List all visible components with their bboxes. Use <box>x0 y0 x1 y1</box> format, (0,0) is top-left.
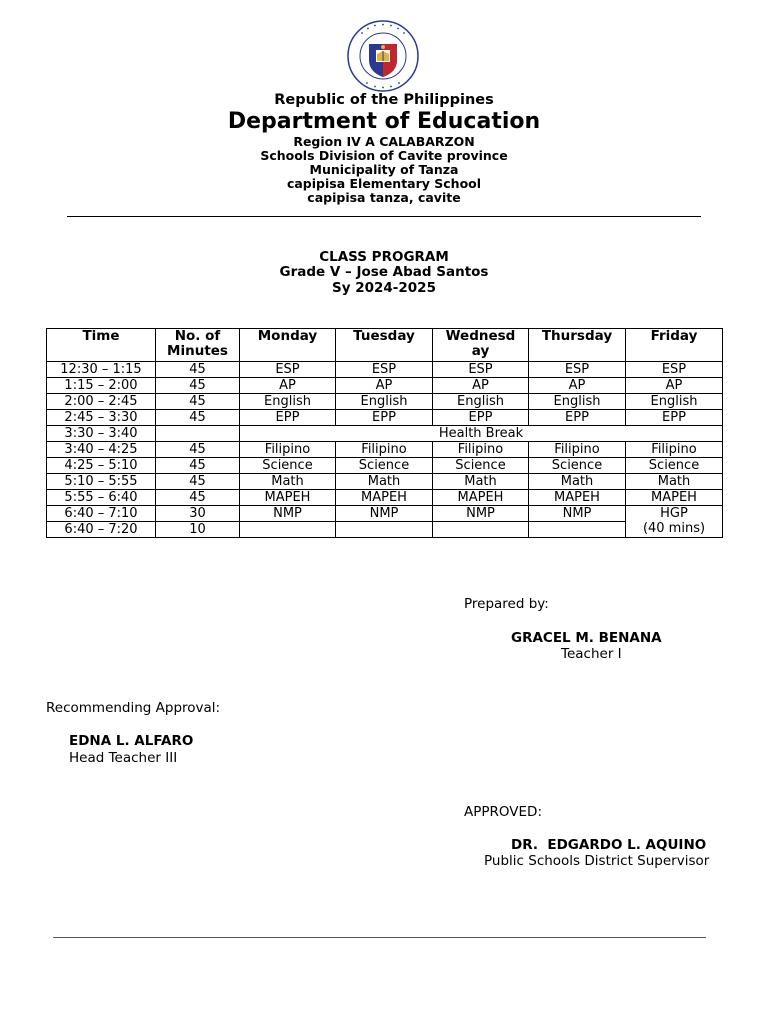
region-text: Region IV A CALABARZON <box>293 134 475 149</box>
cell-subject: Filipino <box>433 442 529 458</box>
cell-health-break: Health Break <box>240 426 723 442</box>
cell-subject: Filipino <box>336 442 433 458</box>
col-header-tuesday: Tuesday <box>336 329 433 362</box>
cell-minutes: 30 <box>156 506 240 522</box>
cell-subject: EPP <box>336 410 433 426</box>
col-header-monday: Monday <box>240 329 336 362</box>
cell-minutes: 45 <box>156 410 240 426</box>
cell-time: 1:15 – 2:00 <box>47 378 156 394</box>
cell-subject: NMP <box>433 506 529 522</box>
header-divider <box>67 216 701 217</box>
cell-subject: MAPEH <box>336 490 433 506</box>
col-header-time: Time <box>47 329 156 362</box>
prepared-by-name: GRACEL M. BENANA <box>511 630 662 646</box>
cell-subject: Math <box>626 474 723 490</box>
cell-subject: MAPEH <box>529 490 626 506</box>
approved-name: DR. EDGARDO L. AQUINO <box>511 837 707 853</box>
table-row <box>47 378 723 394</box>
cell-subject: ESP <box>626 362 723 378</box>
cell-subject <box>240 522 336 538</box>
cell-subject: Science <box>529 458 626 474</box>
cell-subject: Science <box>336 458 433 474</box>
recommending-name: EDNA L. ALFARO <box>69 733 194 749</box>
cell-time: 6:40 – 7:20 <box>47 522 156 538</box>
table-row <box>47 362 723 378</box>
cell-subject: Science <box>626 458 723 474</box>
cell-subject <box>336 522 433 538</box>
cell-subject: Math <box>336 474 433 490</box>
program-school-year: Sy 2024-2025 <box>332 280 436 296</box>
cell-minutes: 45 <box>156 394 240 410</box>
municipality-text: Municipality of Tanza <box>309 162 459 177</box>
cell-subject: AP <box>336 378 433 394</box>
cell-minutes: 45 <box>156 474 240 490</box>
cell-subject: EPP <box>529 410 626 426</box>
table-header-row <box>47 329 723 362</box>
prepared-by-title: Teacher I <box>561 646 622 662</box>
prepared-by-label: Prepared by: <box>464 596 549 612</box>
cell-time: 12:30 – 1:15 <box>47 362 156 378</box>
cell-subject: AP <box>529 378 626 394</box>
table-row <box>47 522 723 538</box>
program-title: CLASS PROGRAM <box>319 249 449 265</box>
class-schedule-table <box>46 328 723 538</box>
cell-subject: EPP <box>626 410 723 426</box>
table-row <box>47 474 723 490</box>
cell-subject: English <box>529 394 626 410</box>
approved-title: Public Schools District Supervisor <box>484 853 710 869</box>
cell-time: 6:40 – 7:10 <box>47 506 156 522</box>
cell-time: 5:55 – 6:40 <box>47 490 156 506</box>
cell-subject: English <box>433 394 529 410</box>
cell-subject <box>529 522 626 538</box>
cell-time: 5:10 – 5:55 <box>47 474 156 490</box>
table-row <box>47 506 723 522</box>
cell-subject: ESP <box>433 362 529 378</box>
cell-time: 3:40 – 4:25 <box>47 442 156 458</box>
cell-minutes: 45 <box>156 378 240 394</box>
cell-friday-hgp: HGP (40 mins) <box>626 506 723 538</box>
cell-time: 4:25 – 5:10 <box>47 458 156 474</box>
table-row <box>47 458 723 474</box>
footer-divider <box>53 937 706 938</box>
cell-subject: ESP <box>336 362 433 378</box>
col-header-thursday: Thursday <box>529 329 626 362</box>
col-header-minutes: No. of Minutes <box>156 329 240 362</box>
division-text: Schools Division of Cavite province <box>260 148 508 163</box>
approved-label: APPROVED: <box>464 804 542 820</box>
cell-subject: EPP <box>240 410 336 426</box>
cell-minutes: 45 <box>156 490 240 506</box>
recommending-approval-label: Recommending Approval: <box>46 700 221 716</box>
school-name: capipisa Elementary School <box>286 176 482 191</box>
cell-subject: Math <box>433 474 529 490</box>
table-row <box>47 410 723 426</box>
cell-subject: AP <box>433 378 529 394</box>
table-row <box>47 442 723 458</box>
cell-minutes: 45 <box>156 362 240 378</box>
deped-seal-icon <box>347 20 419 92</box>
cell-subject: MAPEH <box>626 490 723 506</box>
cell-subject: English <box>336 394 433 410</box>
table-row <box>47 490 723 506</box>
cell-subject: MAPEH <box>240 490 336 506</box>
cell-subject: Science <box>433 458 529 474</box>
cell-subject: EPP <box>433 410 529 426</box>
cell-time: 2:00 – 2:45 <box>47 394 156 410</box>
cell-minutes: 10 <box>156 522 240 538</box>
cell-subject: MAPEH <box>433 490 529 506</box>
cell-subject: AP <box>626 378 723 394</box>
program-grade: Grade V – Jose Abad Santos <box>279 264 489 280</box>
cell-subject <box>433 522 529 538</box>
cell-minutes: 45 <box>156 458 240 474</box>
table-row-health-break <box>47 426 723 442</box>
cell-subject: Math <box>529 474 626 490</box>
col-header-wednesday: Wednesd ay <box>433 329 529 362</box>
cell-subject: NMP <box>336 506 433 522</box>
cell-minutes: 45 <box>156 442 240 458</box>
cell-subject: Filipino <box>626 442 723 458</box>
cell-subject: Filipino <box>240 442 336 458</box>
cell-subject: ESP <box>529 362 626 378</box>
department-title: Department of Education <box>227 109 541 134</box>
cell-time: 2:45 – 3:30 <box>47 410 156 426</box>
cell-minutes <box>156 426 240 442</box>
cell-subject: ESP <box>240 362 336 378</box>
cell-subject: Filipino <box>529 442 626 458</box>
cell-subject: Math <box>240 474 336 490</box>
table-row <box>47 394 723 410</box>
cell-time: 3:30 – 3:40 <box>47 426 156 442</box>
cell-subject: NMP <box>240 506 336 522</box>
cell-subject: NMP <box>529 506 626 522</box>
col-header-friday: Friday <box>626 329 723 362</box>
cell-subject: AP <box>240 378 336 394</box>
cell-subject: English <box>240 394 336 410</box>
recommending-title: Head Teacher III <box>69 750 178 766</box>
republic-text: Republic of the Philippines <box>274 92 494 108</box>
cell-subject: Science <box>240 458 336 474</box>
school-address: capipisa tanza, cavite <box>307 190 461 205</box>
cell-subject: English <box>626 394 723 410</box>
